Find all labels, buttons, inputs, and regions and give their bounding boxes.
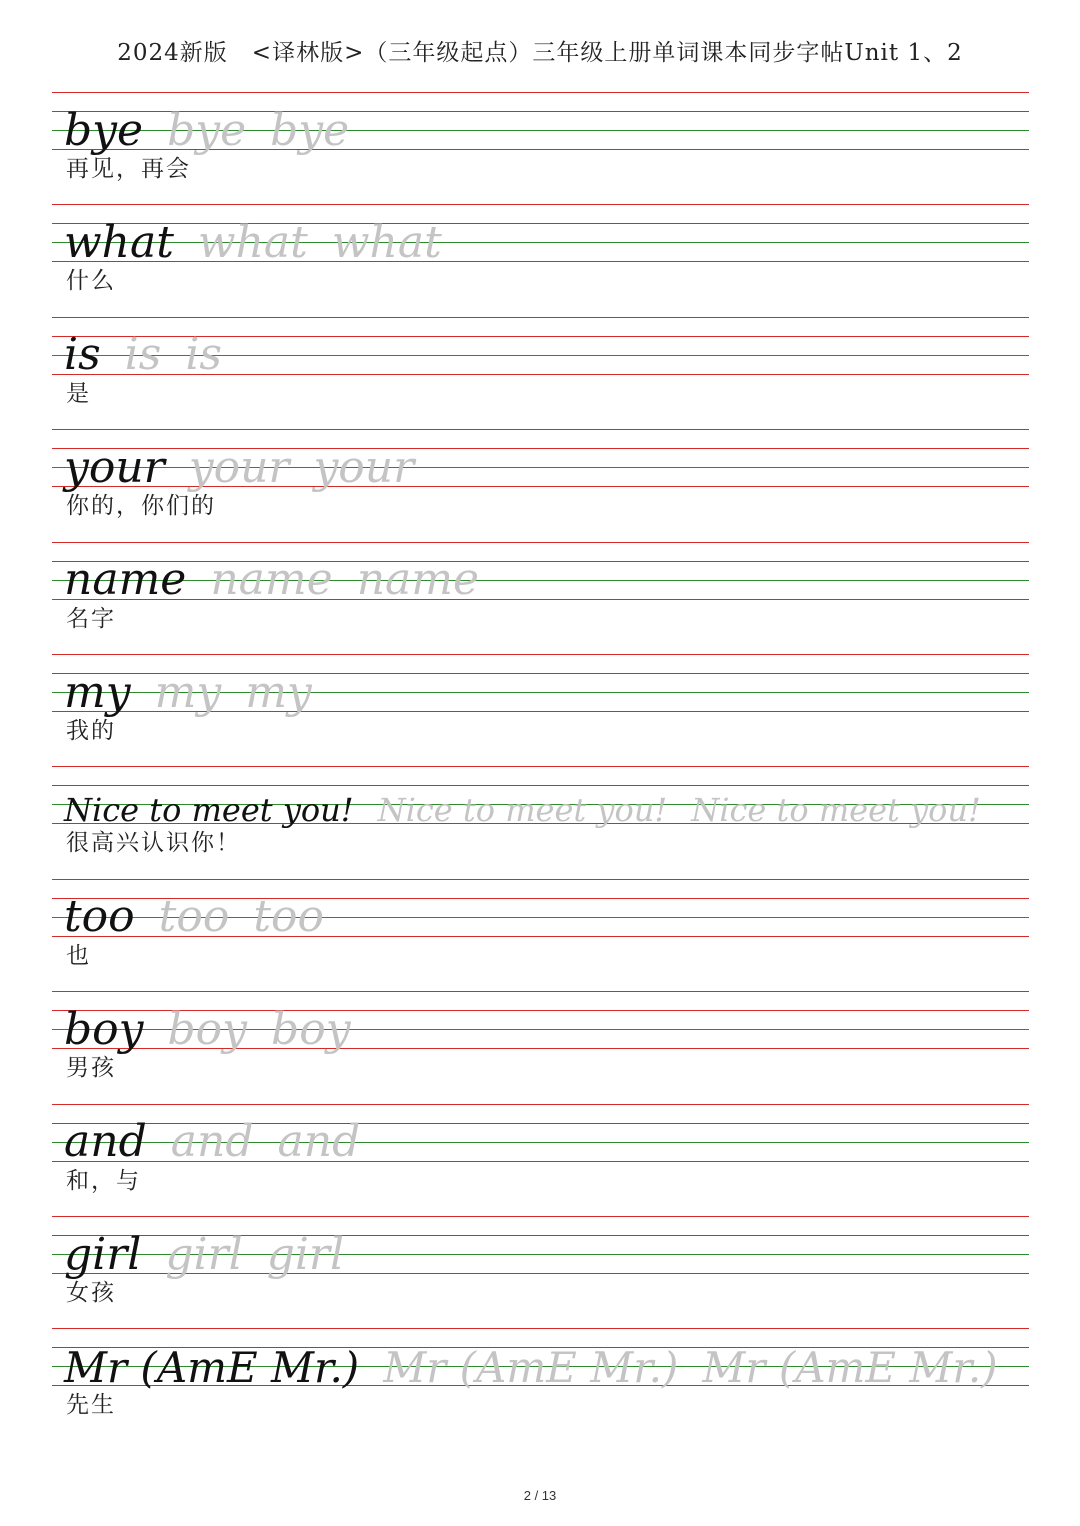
trace-word: bye [167, 104, 247, 156]
entry-block [0, 879, 1080, 991]
entry-block [0, 766, 1080, 878]
trace-word: is [185, 329, 222, 381]
vocab-word: my [64, 666, 131, 718]
vocab-word: what [64, 216, 174, 268]
trace-word: too [158, 891, 230, 943]
entry-block [0, 1104, 1080, 1216]
trace-word: too [253, 891, 325, 943]
trace-word: boy [167, 1003, 248, 1055]
trace-word: what [331, 216, 442, 268]
guide-line [52, 1216, 1029, 1217]
guide-line [52, 429, 1029, 430]
entry-block [0, 991, 1080, 1103]
trace-word: my [154, 666, 222, 718]
word-meaning: 也 [66, 942, 91, 969]
trace-word: name [210, 554, 333, 606]
entry-block [0, 92, 1080, 204]
guide-line [52, 599, 1029, 600]
guide-line [52, 317, 1029, 318]
trace-word: your [188, 441, 290, 493]
trace-word: girl [266, 1228, 345, 1280]
vocab-word: bye [64, 104, 144, 156]
word-meaning: 先生 [66, 1392, 116, 1419]
word-meaning: 你的，你们的 [66, 493, 216, 520]
vocab-word: and [64, 1116, 147, 1168]
entry-block [0, 429, 1080, 541]
guide-line [52, 92, 1029, 93]
word-meaning: 男孩 [66, 1055, 116, 1082]
guide-line [52, 785, 1029, 786]
vocab-word: your [64, 441, 165, 493]
word-meaning: 名字 [66, 605, 116, 632]
page-number: 2 / 13 [523, 1488, 557, 1503]
vocab-word: boy [64, 1003, 144, 1055]
trace-word: Nice to meet you! [691, 790, 981, 829]
vocab-word: Nice to meet you! [64, 790, 354, 829]
trace-word: is [124, 329, 162, 381]
entry-block [0, 654, 1080, 766]
word-meaning: 什么 [66, 268, 116, 295]
vocab-word: is [64, 329, 101, 381]
entry-block [0, 204, 1080, 316]
guide-line [52, 561, 1029, 562]
entry-block [0, 542, 1080, 654]
trace-word: girl [165, 1228, 243, 1280]
word-meaning: 女孩 [66, 1280, 116, 1306]
guide-line [52, 766, 1029, 767]
trace-word: name [356, 554, 480, 606]
guide-line [52, 991, 1029, 992]
trace-word: and [170, 1116, 254, 1168]
vocab-word: Mr (AmE Mr.) [64, 1342, 360, 1392]
word-meaning: 再见，再会 [66, 156, 191, 182]
trace-word: what [197, 216, 308, 268]
trace-word: boy [271, 1003, 351, 1055]
trace-word: Nice to meet you! [377, 790, 668, 829]
page-title: 2024新版 <译林版>（三年级起点）三年级上册单词课本同步字帖Unit 1、2 [117, 40, 963, 66]
entry-block [0, 1216, 1080, 1328]
word-meaning: 和，与 [66, 1167, 141, 1194]
word-meaning: 是 [66, 380, 91, 407]
entry-block [0, 1328, 1080, 1440]
baseline-guide [52, 580, 1029, 581]
vocab-word: too [64, 891, 135, 943]
word-meaning: 很高兴认识你！ [66, 830, 241, 857]
trace-word: Mr (AmE Mr.) [383, 1342, 679, 1392]
guide-line [52, 879, 1029, 880]
trace-word: my [245, 666, 312, 718]
entry-block [0, 317, 1080, 429]
guide-line [52, 654, 1029, 655]
word-meaning: 我的 [66, 718, 116, 744]
vocab-word: girl [64, 1228, 142, 1280]
guide-line [52, 1328, 1029, 1329]
vocab-word: name [64, 554, 187, 606]
guide-line [52, 204, 1029, 205]
trace-word: your [313, 441, 415, 493]
trace-word: bye [270, 104, 350, 156]
trace-word: and [277, 1116, 361, 1168]
trace-word: Mr (AmE Mr.) [702, 1342, 998, 1392]
guide-line [52, 1104, 1029, 1105]
guide-line [52, 542, 1029, 543]
